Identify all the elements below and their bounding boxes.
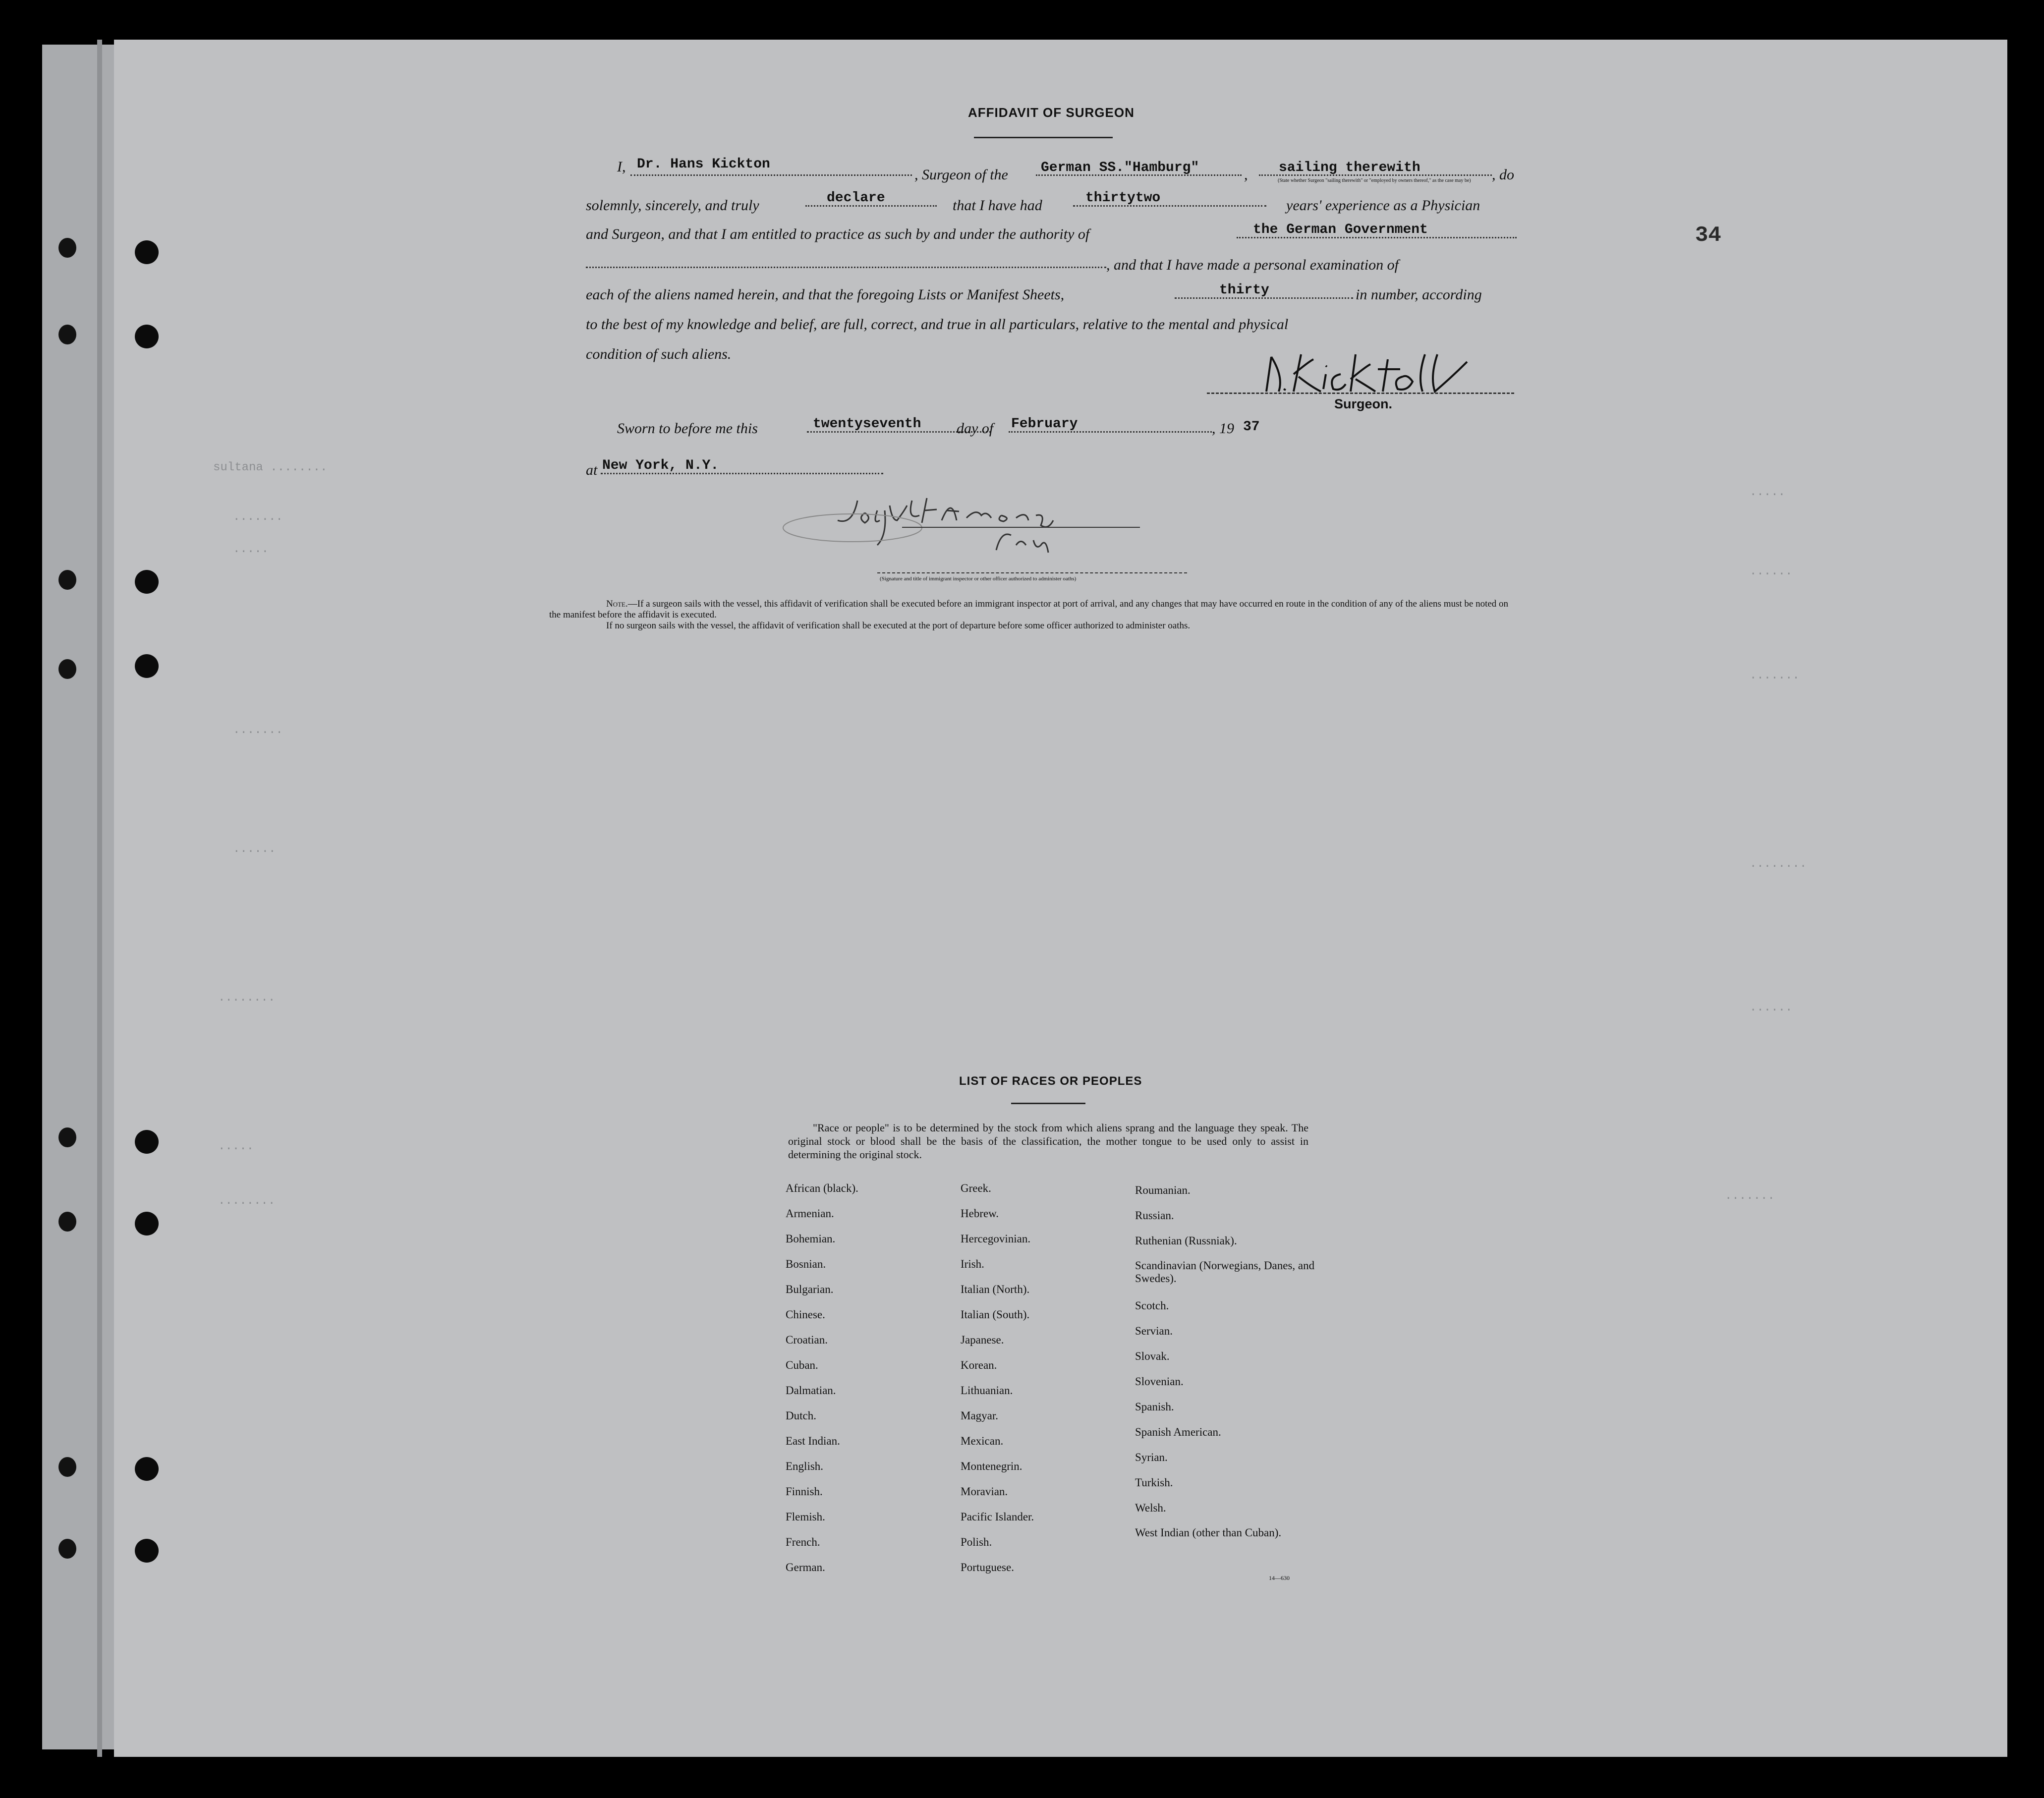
affidavit-title: AFFIDAVIT OF SURGEON (968, 105, 1135, 120)
surgeon-name: Dr. Hans Kickton (637, 157, 770, 172)
race-item: Bosnian. (786, 1258, 826, 1270)
note-paragraph: If no surgeon sails with the vessel, the affidavit of verification shall be executed at the port of departure before some officer authorized to administer oaths. (606, 620, 1191, 631)
binder-hole (58, 570, 76, 590)
races-column-3 (1135, 1178, 1323, 1550)
binder-hole (58, 1457, 76, 1477)
race-item: Russian. (1135, 1209, 1174, 1222)
signature-line (1207, 393, 1514, 394)
race-item: English. (786, 1460, 824, 1472)
sworn-text: Sworn to before me this (617, 420, 758, 437)
binder-hole (58, 659, 76, 679)
fill-line (630, 174, 912, 176)
binder-hole (58, 238, 76, 258)
sheet-count: thirty (1219, 282, 1269, 298)
race-item: Portuguese. (961, 1561, 1014, 1573)
race-item: Pacific Islander. (961, 1511, 1034, 1523)
sailing-status: sailing therewith (1279, 160, 1420, 175)
affidavit-text: in number, according (1356, 286, 1482, 303)
race-item: Spanish American. (1135, 1426, 1221, 1438)
races-intro: "Race or people" is to be determined by the stock from which aliens sprang and the language they speak. The original stock or blood shall be the basis of the classification, the mother tongue to be used only to assist in determining the original stock. (788, 1122, 1308, 1161)
inspector-signature (778, 491, 1125, 560)
sailing-caption: (State whether Surgeon "sailing therewith" or "employed by owners thereof," as the case may be) (1278, 178, 1471, 183)
sworn-text: day of (957, 420, 994, 437)
race-item: Chinese. (786, 1308, 825, 1321)
years-experience: thirtytwo (1085, 190, 1161, 206)
binder-hole (58, 1539, 76, 1559)
surgeon-label: Surgeon. (1334, 396, 1393, 411)
race-item: Servian. (1135, 1325, 1173, 1337)
race-item: Flemish. (786, 1511, 825, 1523)
fill-line (586, 267, 1106, 268)
race-item: Ruthenian (Russniak). (1135, 1235, 1237, 1247)
race-item: West Indian (other than Cuban). (1135, 1526, 1282, 1539)
page-number: 34 (1695, 223, 1721, 248)
surgeon-signature (1254, 347, 1517, 399)
race-item: Irish. (961, 1258, 984, 1270)
race-item: Mexican. (961, 1435, 1004, 1447)
sworn-month: February (1011, 416, 1078, 432)
race-item: African (black). (786, 1182, 858, 1194)
race-item: German. (786, 1561, 825, 1573)
race-item: Spanish. (1135, 1401, 1174, 1413)
race-item: Moravian. (961, 1485, 1008, 1498)
affidavit-text: that I have had (953, 197, 1042, 214)
authority: the German Government (1253, 222, 1428, 237)
race-item: Slovenian. (1135, 1375, 1184, 1388)
race-item: Cuban. (786, 1359, 818, 1371)
binder-hole (135, 325, 159, 348)
binder-hole (135, 1130, 159, 1154)
race-item: Dalmatian. (786, 1384, 836, 1397)
race-item: East Indian. (786, 1435, 840, 1447)
race-item: Turkish. (1135, 1476, 1173, 1489)
race-item: Finnish. (786, 1485, 823, 1498)
binder-hole (58, 1127, 76, 1147)
race-item: Greek. (961, 1182, 991, 1194)
race-item: Italian (North). (961, 1283, 1030, 1295)
binding-fold (97, 40, 102, 1757)
race-item: Polish. (961, 1536, 992, 1548)
affidavit-text: each of the aliens named herein, and that the foregoing Lists or Manifest Sheets, (586, 286, 1065, 303)
race-item: Bohemian. (786, 1233, 836, 1245)
binder-hole (135, 240, 159, 264)
binder-hole (135, 1212, 159, 1236)
note-paragraph: Note.—If a surgeon sails with the vessel, this affidavit of verification shall be executed before an immigrant inspector at port of arrival, and any changes that may have occurred en route in the condition of any of the aliens must be noted on the manifest before the affidavit is executed. (549, 599, 1509, 620)
race-item: Syrian. (1135, 1451, 1168, 1463)
affidavit-text: years' experience as a Physician (1286, 197, 1480, 214)
sworn-text: at (586, 462, 598, 478)
races-rule (1011, 1103, 1085, 1104)
affidavit-text: , Surgeon of the (914, 167, 1008, 183)
sworn-year: 37 (1243, 419, 1260, 435)
affidavit-text: , and that I have made a personal examination of (1106, 257, 1399, 273)
vessel-name: German SS."Hamburg" (1041, 160, 1199, 175)
race-item: Hebrew. (961, 1207, 999, 1220)
race-item: Welsh. (1135, 1502, 1166, 1514)
sworn-day: twentyseventh (813, 416, 921, 432)
sworn-text: , 19 (1212, 420, 1234, 437)
race-item: Croatian. (786, 1334, 828, 1346)
race-item: Slovak. (1135, 1350, 1170, 1362)
race-item: Magyar. (961, 1409, 999, 1422)
affidavit-text: to the best of my knowledge and belief, are full, correct, and true in all particulars, relative to the mental and physical (586, 316, 1289, 333)
race-item: Scotch. (1135, 1299, 1169, 1312)
affidavit-text: solemnly, sincerely, and truly (586, 197, 759, 214)
signature-line (902, 527, 1140, 528)
sworn-place: New York, N.Y. (602, 458, 719, 473)
officer-line (877, 572, 1187, 573)
binder-hole (58, 325, 76, 344)
binder-hole (135, 654, 159, 678)
race-item: Dutch. (786, 1409, 816, 1422)
race-item: Montenegrin. (961, 1460, 1022, 1472)
affidavit-text: and Surgeon, and that I am entitled to practice as such by and under the authority of (586, 226, 1090, 242)
title-rule (974, 137, 1113, 138)
binder-hole (58, 1212, 76, 1232)
affidavit-text: condition of such aliens. (586, 346, 732, 362)
race-item: Bulgarian. (786, 1283, 834, 1295)
affidavit-text: , do (1492, 167, 1514, 183)
affidavit-text: I, (617, 159, 626, 175)
officer-caption: (Signature and title of immigrant inspector or other officer authorized to administer oaths) (880, 576, 1077, 582)
races-title: LIST OF RACES OR PEOPLES (959, 1074, 1142, 1088)
affidavit-text: , (1244, 167, 1248, 183)
binder-hole (135, 570, 159, 594)
document-page: sultana ........ ....... ..... ....... ...... ........ ..... ........ ..... ...... ....... ........ ...... ....... 34 AFFIDAVIT OF SURGEON I, Dr. Hans Kickton , Surgeon of the German SS."Hamburg" , sailing therewith , do (State whether Surgeon "sailing therewith" or "employed by owners thereof," as the case may be) solemnly, sincerely, and truly declare that I have had thirtytwo years' experience as a Physician and Surgeon, and that I am entitled to practice as such by and under the authority of the German Government , and that I have made a personal examination of each of the aliens named herein, and that the foregoing Lists or Manifest Sheets, thirty in number, according to the best of my knowledge and belief, are full, correct, and true in all particulars, relative to the mental and physical condition of such aliens. Surgeon. Sworn to before me this twentyseventh day of February , 19 37 at New York, N.Y. (Signature and title of immigrant inspector or other officer authorized to administer oaths) Note.—If a surgeon sails with the vessel, this affidavit of verification shall be executed before an immigrant inspector at port of arrival, and any changes that may have occurred en route in the condition of any of the aliens must be noted on the manifest before the affidavit is executed. If no surgeon sails with the vessel, the affidavit of verification shall be executed at the port of departure before some officer authorized to administer oaths. LIST OF RACES OR PEOPLES "Race or people" is to be determined by the stock from which aliens sprang and the language they speak. The original stock or blood shall be the basis of the classification, the mother tongue to be used only to assist in determining the original stock. African (black). Armenian. Bohemian. Bosnian. Bulgarian. Chinese. Croatian. Cuban. Dalmatian. Dutch. East Indian. English. Finnish. Flemish. French. German. Greek. Hebrew. Hercegovinian. Irish. Italian (North). Italian (South). Japanese. Korean. Lithuanian. Magyar. Mexican. Montenegrin. Moravian. Pacific Islander. Polish. Portuguese. Roumanian. Russian. Ruthenian (Russniak). Scandinavian (Norwegians, Danes, and Swedes). Scotch. Servian. Slovak. Slovenian. Spanish. Spanish American. Syrian. Turkish. Welsh. West Indian (other than Cuban). 14—630 (0, 0, 2044, 1798)
races-column-1 (786, 1176, 858, 1580)
race-item: Scandinavian (Norwegians, Danes, and Swedes). (1135, 1259, 1315, 1285)
race-item: Armenian. (786, 1207, 834, 1220)
race-item: Korean. (961, 1359, 997, 1371)
race-item: Hercegovinian. (961, 1233, 1031, 1245)
binder-hole (135, 1539, 159, 1563)
race-item: Japanese. (961, 1334, 1004, 1346)
race-item: French. (786, 1536, 820, 1548)
form-number: 14—630 (1269, 1574, 1290, 1581)
race-item: Italian (South). (961, 1308, 1030, 1321)
race-item: Roumanian. (1135, 1184, 1191, 1196)
declare-word: declare (827, 190, 885, 206)
races-column-2 (961, 1176, 1034, 1580)
race-item: Lithuanian. (961, 1384, 1013, 1397)
binder-hole (135, 1457, 159, 1481)
